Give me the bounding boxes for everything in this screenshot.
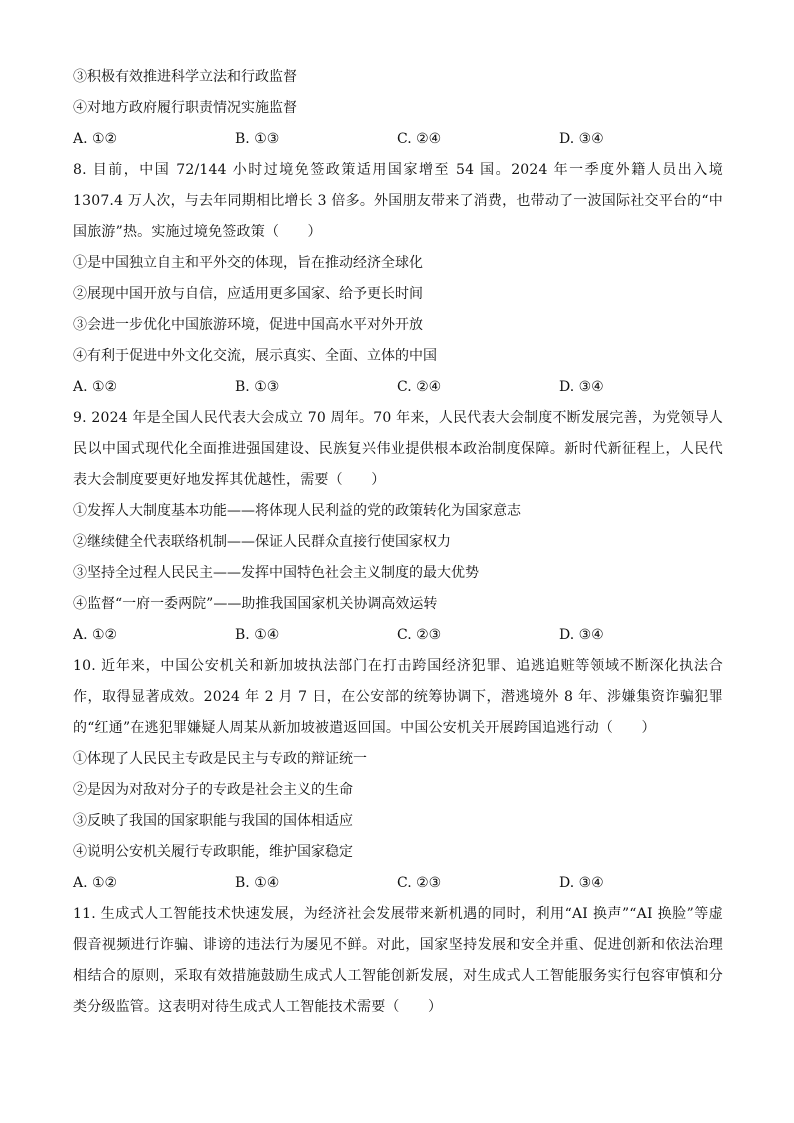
question-7-tail xyxy=(73,62,723,155)
question-10 xyxy=(73,651,723,899)
option-b: B. ①③ xyxy=(235,131,280,147)
question-8 xyxy=(73,155,723,403)
option-b: B. ①③ xyxy=(235,379,280,395)
option-c: C. ②④ xyxy=(397,379,442,395)
question-stem: 10. 近年来，中国公安机关和新加坡执法部门在打击跨国经济犯罪、追逃追赃等领域不断深化执法合作，取得显著成效。2024 年 2 月 7 日，在公安部的统筹协调下，潜逃境外 8 年、涉嫌集资诈骗犯罪的“红通”在逃犯罪嫌疑人周某从新加坡被遣返回国。中国公安机关开展跨国追逃行动（ ） xyxy=(73,658,723,736)
statement: ④监督“一府一委两院”——助推我国国家机关协调高效运转 xyxy=(73,596,438,612)
option-d: D. ③④ xyxy=(559,875,604,891)
option-b: B. ①④ xyxy=(235,627,280,643)
statement: ①是中国独立自主和平外交的体现，旨在推动经济全球化 xyxy=(73,255,423,271)
answer-options xyxy=(73,620,723,651)
statement: ②是因为对敌对分子的专政是社会主义的生命 xyxy=(73,782,353,798)
option-c: C. ②③ xyxy=(397,627,442,643)
statement: ④对地方政府履行职责情况实施监督 xyxy=(73,100,297,116)
statement: ①体现了人民民主专政是民主与专政的辩证统一 xyxy=(73,751,367,767)
statement: ③反映了我国的国家职能与我国的国体相适应 xyxy=(73,813,353,829)
answer-options xyxy=(73,868,723,899)
option-a: A. ①② xyxy=(73,627,118,643)
option-d: D. ③④ xyxy=(559,627,604,643)
option-a: A. ①② xyxy=(73,875,118,891)
option-b: B. ①④ xyxy=(235,875,280,891)
statement: ②继续健全代表联络机制——保证人民群众直接行使国家权力 xyxy=(73,534,451,550)
answer-options xyxy=(73,372,723,403)
option-c: C. ②③ xyxy=(397,875,442,891)
question-stem: 8. 目前，中国 72/144 小时过境免签政策适用国家增至 54 国。2024 年一季度外籍人员出入境 1307.4 万人次，与去年同期相比增长 3 倍多。外国朋友带来了消费，也带动了一波国际社交平台的“中国旅游”热。实施过境免签政策（ ） xyxy=(73,162,723,240)
statement: ③会进一步优化中国旅游环境，促进中国高水平对外开放 xyxy=(73,317,423,333)
question-stem: 11. 生成式人工智能技术快速发展，为经济社会发展带来新机遇的同时，利用“AI 换声”“AI 换脸”等虚假音视频进行诈骗、诽谤的违法行为屡见不鲜。对此，国家坚持发展和安全并重、促进创新和依法治理相结合的原则，采取有效措施鼓励生成式人工智能创新发展，对生成式人工智能服务实行包容审慎和分类分级监管。这表明对待生成式人工智能技术需要（ ） xyxy=(73,906,723,1015)
statement: ②展现中国开放与自信，应适用更多国家、给予更长时间 xyxy=(73,286,423,302)
statement: ④说明公安机关履行专政职能，维护国家稳定 xyxy=(73,844,353,860)
statement: ④有利于促进中外文化交流，展示真实、全面、立体的中国 xyxy=(73,348,437,364)
option-a: A. ①② xyxy=(73,379,118,395)
question-11 xyxy=(73,899,723,1023)
option-c: C. ②④ xyxy=(397,131,442,147)
answer-options xyxy=(73,124,723,155)
statement: ③坚持全过程人民民主——发挥中国特色社会主义制度的最大优势 xyxy=(73,565,479,581)
question-9 xyxy=(73,403,723,651)
option-a: A. ①② xyxy=(73,131,118,147)
page-content xyxy=(73,62,723,1023)
question-stem: 9. 2024 年是全国人民代表大会成立 70 周年。70 年来，人民代表大会制度不断发展完善，为党领导人民以中国式现代化全面推进强国建设、民族复兴伟业提供根本政治制度保障。新时代新征程上，人民代表大会制度要更好地发挥其优越性，需要（ ） xyxy=(73,410,723,488)
statement: ③积极有效推进科学立法和行政监督 xyxy=(73,69,297,85)
statement: ①发挥人大制度基本功能——将体现人民利益的党的政策转化为国家意志 xyxy=(73,503,521,519)
option-d: D. ③④ xyxy=(559,131,604,147)
option-d: D. ③④ xyxy=(559,379,604,395)
